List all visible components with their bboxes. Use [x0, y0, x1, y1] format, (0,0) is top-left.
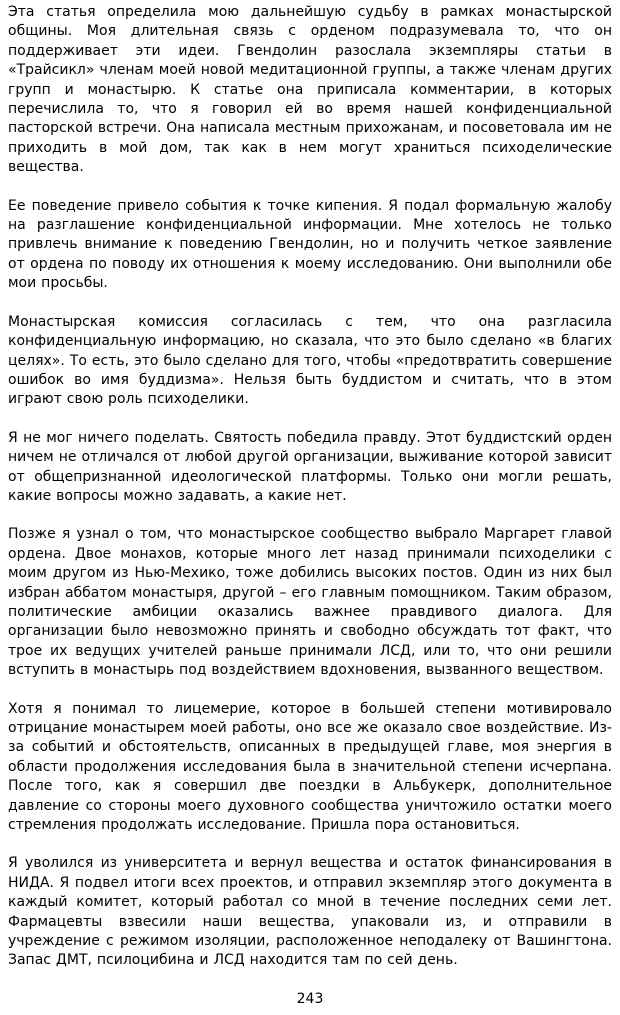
paragraph: Монастырская комиссия согласилась с тем, что она разгласила конфиденциальную информацию, но сказала, что это было сделано «в благих целях». То есть, это было сделано для того, чтобы «предотвратить совершение ошибок во имя буддизма». Нельзя быть буддистом и считать, что в этом играют свою роль психоделики.	[8, 313, 612, 408]
paragraph: Я уволился из университета и вернул вещества и остаток финансирования в НИДА. Я подвел итоги всех проектов, и отправил экземпляр этого документа в каждый комитет, который работал со мной в течение последних семи лет. Фармацевты взвесили наши вещества, упаковали из, и отправили в учреждение с режимом изоляции, расположенное неподалеку от Вашингтона. Запас ДМТ, псилоцибина и ЛСД находится там по сей день.	[8, 855, 612, 969]
paragraph: Позже я узнал о том, что монастырское сообщество выбрало Маргарет главой ордена. Двое монахов, которые много лет назад принимали психоделики с моим другом из Нью-Мехико, тоже добились высоких постов. Один из них был избран аббатом монастыря, другой – его главным помощником. Таким образом, политические амбиции оказались важнее правдивого диалога. Для организации было невозможно принять и свободно обсуждать тот факт, что трое их ведущих учителей раньше принимали ЛСД, или то, что они решили вступить в монастырь под воздействием вдохновения, вызванного веществом.	[8, 526, 612, 679]
paragraph: Эта статья определила мою дальнейшую судьбу в рамках монастырской общины. Моя длительная связь с орденом подразумевала то, что он поддерживает эти идеи. Гвендолин разослала экземпляры статьи в «Трайсикл» членам моей новой медитационной группы, а также членам других групп и монастырю. К статье она приписала комментарии, в которых перечислила то, что я говорил ей во время нашей конфиденциальной пасторской встречи. Она написала местным прихожанам, и посоветовала им не приходить в мой дом, так как в нем могут храниться психоделические вещества.	[8, 4, 612, 176]
paragraph: Я не мог ничего поделать. Святость победила правду. Этот буддистский орден ничем не отличался от любой другой организации, выживание которой зависит от общепризнанной идеологической платформы. Только они могли решать, какие вопросы можно задавать, а какие нет.	[8, 429, 612, 504]
page-number: 243	[296, 990, 324, 1007]
paragraph: Ее поведение привело события к точке кипения. Я подал формальную жалобу на разглашение конфиденциальной информации. Мне хотелось не только привлечь внимание к поведению Гвендолин, но и получить четкое заявление от ордена по поводу их отношения к моему исследованию. Они выполнили обе мои просьбы.	[8, 197, 612, 292]
paragraph: Хотя я понимал то лицемерие, которое в большей степени мотивировало отрицание монастырем моей работы, оно все же оказало свое воздействие. Из-за событий и обстоятельств, описанных в предыдущей главе, моя энергия в области продолжения исследования была в значительной степени исчерпана. После того, как я совершил две поездки в Альбукерк, дополнительное давление со стороны моего духовного сообщества уничтожило остатки моего стремления продолжать исследование. Пришла пора остановиться.	[8, 700, 612, 834]
